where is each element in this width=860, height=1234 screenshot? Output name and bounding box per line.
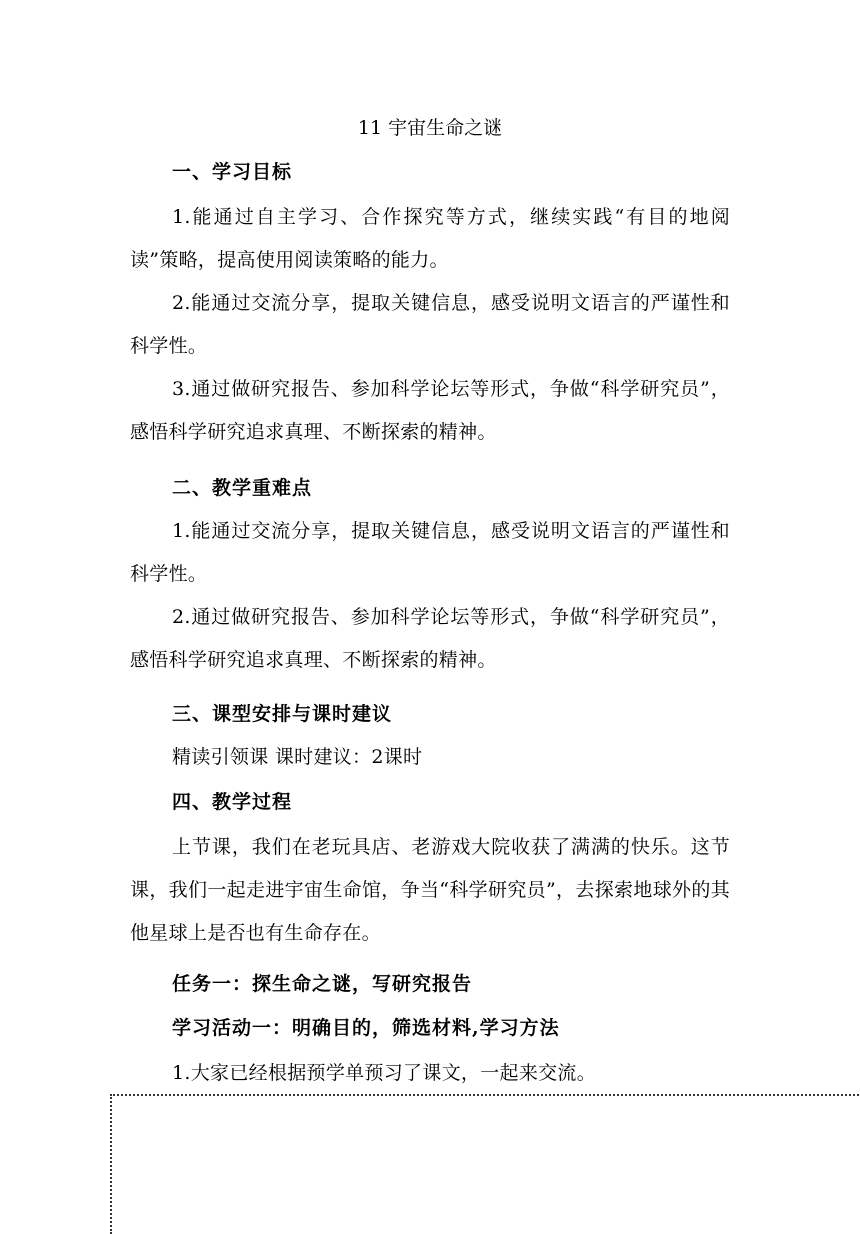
- document-title: 11 宇宙生命之谜: [357, 117, 503, 139]
- section-heading-teaching-process: 四、教学过程: [172, 791, 293, 813]
- section-heading-key-points: 二、教学重难点: [172, 477, 313, 499]
- section-heading-learning-goals: 一、学习目标: [172, 161, 293, 183]
- goal-paragraph-1: 1.能通过自主学习、合作探究等方式，继续实践“有目的地阅读”策略，提高使用阅读策略的能力。: [130, 206, 730, 271]
- goal-paragraph-3: 3.通过做研究报告、参加科学论坛等形式，争做“科学研究员”，感悟科学研究追求真理、不断探索的精神。: [130, 378, 730, 443]
- goal-paragraph-2: 2.能通过交流分享，提取关键信息，感受说明文语言的严谨性和科学性。: [130, 292, 730, 357]
- section-heading-lesson-arrangement: 三、课型安排与课时建议: [172, 703, 393, 725]
- dotted-text-box: [110, 1094, 860, 1234]
- teaching-intro-paragraph: 上节课，我们在老玩具店、老游戏大院收获了满满的快乐。这节课，我们一起走进宇宙生命馆，争当“科学研究员”，去探索地球外的其他星球上是否也有生命存在。: [130, 836, 730, 944]
- task-one-heading: 任务一：探生命之谜，写研究报告: [172, 973, 473, 995]
- lesson-arrangement-paragraph: 精读引领课 课时建议：2课时: [172, 746, 423, 768]
- activity-paragraph-1: 1.大家已经根据预学单预习了课文，一起来交流。: [172, 1062, 597, 1084]
- key-point-paragraph-1: 1.能通过交流分享，提取关键信息，感受说明文语言的严谨性和科学性。: [130, 520, 730, 585]
- activity-one-heading: 学习活动一：明确目的，筛选材料,学习方法: [172, 1017, 560, 1039]
- key-point-paragraph-2: 2.通过做研究报告、参加科学论坛等形式，争做“科学研究员”，感悟科学研究追求真理、不断探索的精神。: [130, 606, 730, 671]
